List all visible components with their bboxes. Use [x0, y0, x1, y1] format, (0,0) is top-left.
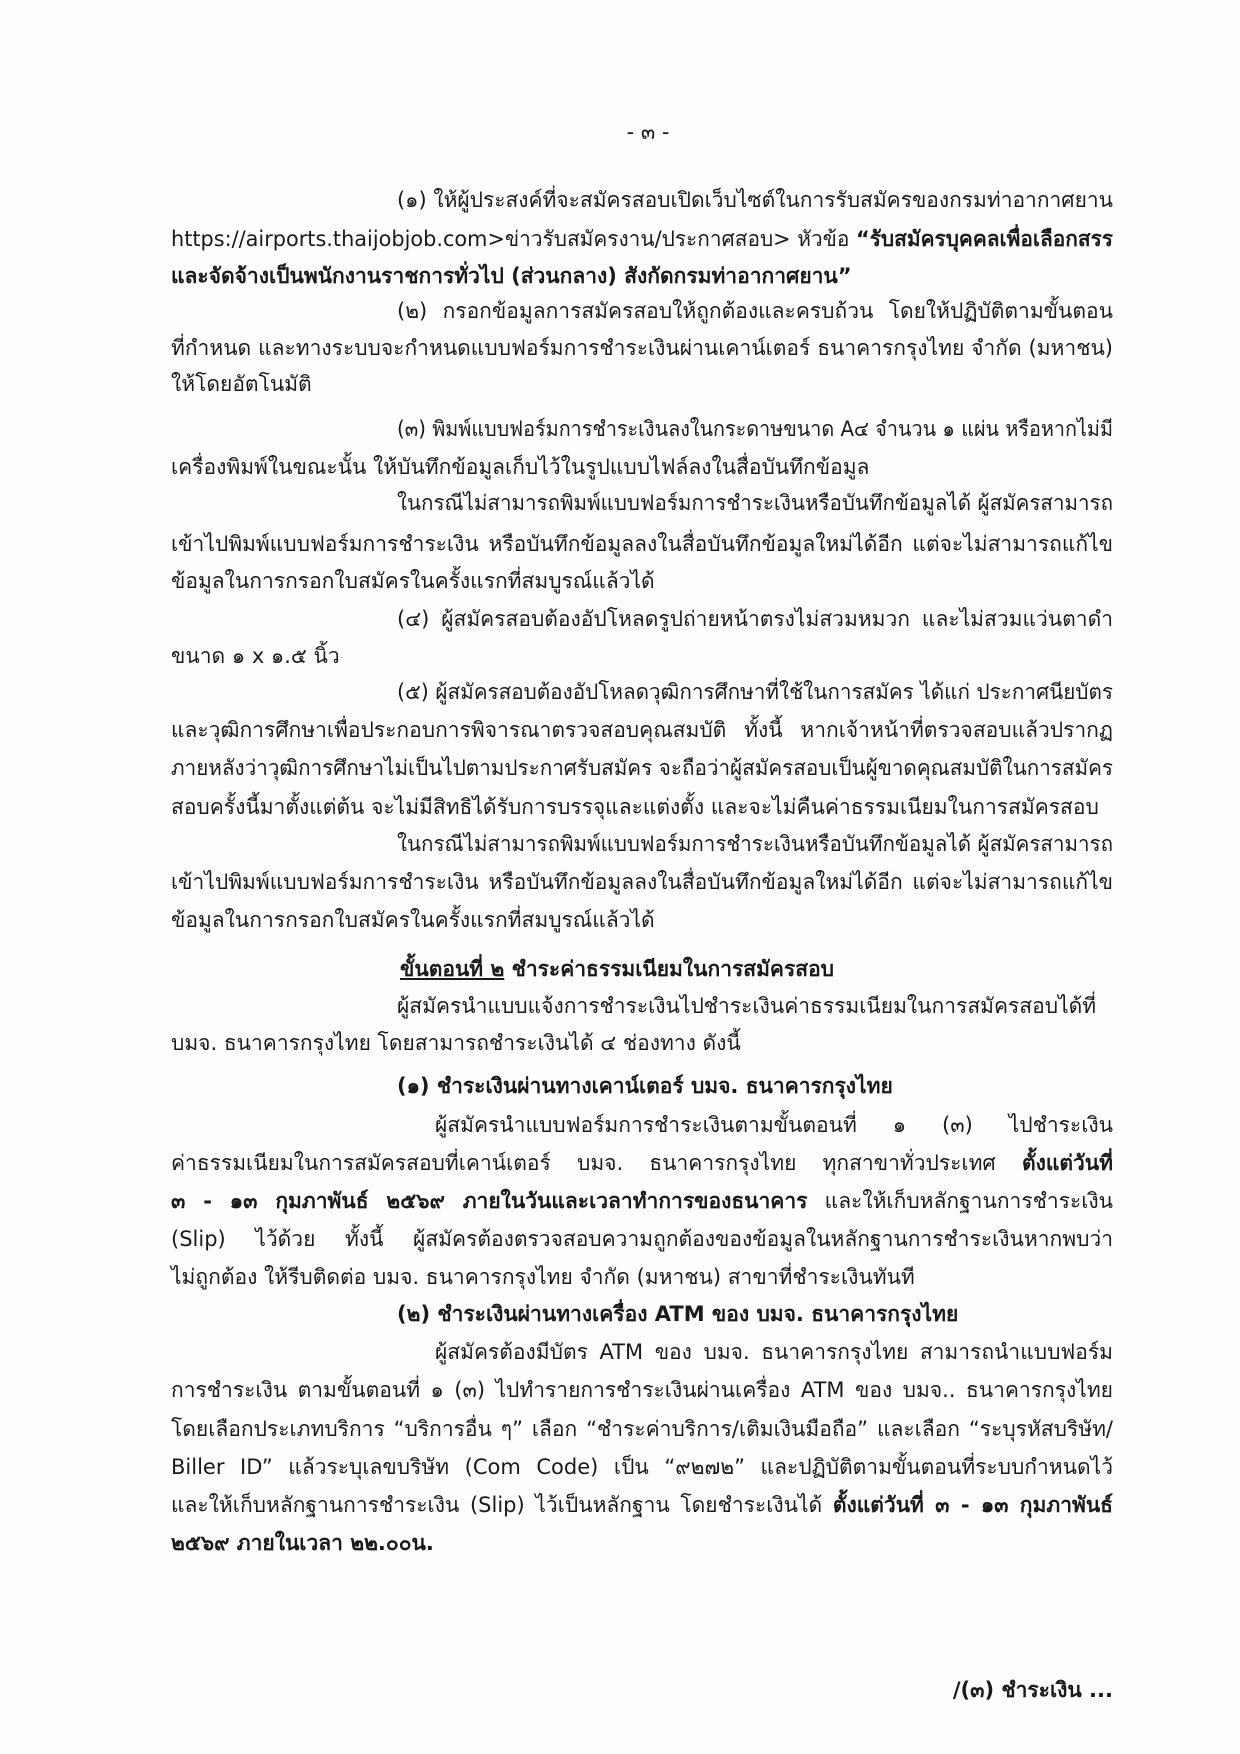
text: สอบครั้งนี้มาตั้งแต่ต้น จะไม่มีสิทธิได้รับการบรรจุและแต่งตั้ง และจะไม่คืนค่าธรรมเนียมในการสมัครสอบ [171, 795, 1099, 819]
continuation-footer: /(๓) ชำระเงิน ... [952, 1678, 1113, 1702]
item-5-line [171, 750, 1113, 786]
note-line [171, 902, 1113, 938]
note-line [397, 485, 1113, 521]
text: ข้อมูลในการกรอกใบสมัครในครั้งแรกที่สมบูรณ์แล้วได้ [171, 569, 655, 593]
text: (๒) ชำระเงินผ่านทางเครื่อง ATM ของ บมจ. ธนาคารกรุงไทย [397, 1302, 959, 1326]
text: (๒) กรอกข้อมูลการสมัครสอบให้ถูกต้องและครบถ้วน โดยให้ปฏิบัติตามขั้นตอน [397, 299, 1113, 323]
note-line [397, 826, 1113, 862]
step-title: ชำระค่าธรรมเนียมในการสมัครสอบ [504, 957, 834, 981]
item-5-line [397, 674, 1113, 710]
text: เข้าไปพิมพ์แบบฟอร์มการชำระเงิน หรือบันทึกข้อมูลลงในสื่อบันทึกข้อมูลใหม่ได้อีก แต่จะไม่สามารถแก้ไข [171, 870, 1113, 894]
item-2-line [171, 330, 1113, 366]
channel-1-heading [397, 1068, 893, 1104]
channel-2-line [171, 1411, 1113, 1447]
website-url-text: https://airports.thaijobjob.com>ข่าวรับสมัครงาน/ประกาศสอบ> หัวข้อ [171, 227, 857, 251]
text: ในกรณีไม่สามารถพิมพ์แบบฟอร์มการชำระเงินหรือบันทึกข้อมูลได้ ผู้สมัครสามารถ [397, 491, 1113, 515]
date-text: ตั้งแต่วันที่ ๓ - ๑๓ กุมภาพันธ์ [832, 1493, 1113, 1517]
channel-2-line [171, 1449, 1113, 1485]
text: โดยเลือกประเภทบริการ “บริการอื่น ๆ” เลือก “ชำระค่าบริการ/เติมเงินมือถือ” และเลือก “ระบุรหัสบริษัท/ [171, 1417, 1113, 1441]
text: ภายหลังว่าวุฒิการศึกษาไม่เป็นไปตามประกาศรับสมัคร จะถือว่าผู้สมัครสอบเป็นผู้ขาดคุณสมบัติในการสมัคร [171, 756, 1113, 780]
text: ขนาด ๑ x ๑.๕ นิ้ว [171, 644, 340, 668]
item-1-line [171, 258, 1113, 294]
item-1-line [171, 221, 1113, 257]
note-line [171, 526, 1113, 562]
item-3-line [171, 449, 1113, 485]
text: (๔) ผู้สมัครสอบต้องอัปโหลดรูปถ่ายหน้าตรงไม่สวมหมวก และไม่สวมแว่นตาดำ [397, 607, 1113, 631]
text: Biller ID” แล้วระบุเลขบริษัท (Com Code) เป็น “๙๒๗๒” และปฏิบัติตามขั้นตอนที่ระบบกำหนดไว้ [171, 1455, 1113, 1479]
channel-2-line [171, 1525, 1113, 1561]
text: ให้โดยอัตโนมัติ [171, 372, 312, 396]
text: ข้อมูลในการกรอกใบสมัครในครั้งแรกที่สมบูรณ์แล้วได้ [171, 908, 655, 932]
text: และให้เก็บหลักฐานการชำระเงิน [807, 1189, 1113, 1213]
channel-1-line [435, 1107, 1113, 1143]
date-text: ตั้งแต่วันที่ [1021, 1151, 1113, 1175]
text: การชำระเงิน ตามขั้นตอนที่ ๑ (๓) ไปทำรายการชำระเงินผ่านเครื่อง ATM ของ บมจ.. ธนาคารกรุงไทย [171, 1378, 1113, 1402]
channel-2-line [171, 1487, 1113, 1523]
step-label: ขั้นตอนที่ ๒ [400, 957, 505, 981]
text: เข้าไปพิมพ์แบบฟอร์มการชำระเงิน หรือบันทึกข้อมูลลงในสื่อบันทึกข้อมูลใหม่ได้อีก แต่จะไม่สามารถแก้ไข [171, 532, 1113, 556]
date-text: ๓ - ๑๓ กุมภาพันธ์ ๒๕๖๙ ภายในวันและเวลาทำการของธนาคาร [171, 1189, 808, 1213]
date-text: ๒๕๖๙ ภายในเวลา ๒๒.๐๐น. [171, 1531, 434, 1555]
text: ที่กำหนด และทางระบบจะกำหนดแบบฟอร์มการชำระเงินผ่านเคาน์เตอร์ ธนาคารกรุงไทย จำกัด (มหาชน) [171, 336, 1113, 360]
channel-1-line [171, 1259, 1113, 1295]
text: บมจ. ธนาคารกรุงไทย โดยสามารถชำระเงินได้ ๔ ช่องทาง ดังนี้ [171, 1031, 741, 1055]
text: (๓) พิมพ์แบบฟอร์มการชำระเงินลงในกระดาษขนาด A๔ จำนวน ๑ แผ่น หรือหากไม่มี [397, 417, 1113, 441]
step-2-line [171, 1025, 1113, 1061]
item-5-line [171, 712, 1113, 748]
text: (๑) ชำระเงินผ่านทางเคาน์เตอร์ บมจ. ธนาคารกรุงไทย [397, 1074, 893, 1098]
text: ผู้สมัครนำแบบฟอร์มการชำระเงินตามขั้นตอนที่ ๑ (๓) ไปชำระเงิน [435, 1113, 1113, 1137]
text: และวุฒิการศึกษาเพื่อประกอบการพิจารณาตรวจสอบคุณสมบัติ ทั้งนี้ หากเจ้าหน้าที่ตรวจสอบแล้วปรากฏ [171, 718, 1113, 742]
channel-2-line [171, 1372, 1113, 1408]
channel-2-heading [397, 1296, 958, 1332]
item-5-line [171, 789, 1113, 825]
note-line [171, 563, 1113, 599]
step-2-line [397, 988, 1113, 1024]
text: ค่าธรรมเนียมในการสมัครสอบที่เคาน์เตอร์ บมจ. ธนาคารกรุงไทย ทุกสาขาทั่วประเทศ [171, 1151, 1022, 1175]
step-2-heading [400, 951, 834, 987]
text: (Slip) ไว้ด้วย ทั้งนี้ ผู้สมัครต้องตรวจสอบความถูกต้องของข้อมูลในหลักฐานการชำระเงินหากพบว่า [171, 1227, 1113, 1251]
text: ไม่ถูกต้อง ให้รีบติดต่อ บมจ. ธนาคารกรุงไทย จำกัด (มหาชน) สาขาที่ชำระเงินทันที [171, 1265, 915, 1289]
channel-1-line [171, 1183, 1113, 1219]
item-2-line [171, 366, 1113, 402]
channel-1-line [171, 1145, 1113, 1181]
item-4-line [171, 638, 1113, 674]
note-line [171, 864, 1113, 900]
text: เครื่องพิมพ์ในขณะนั้น ให้บันทึกข้อมูลเก็บไว้ในรูปแบบไฟล์ลงในสื่อบันทึกข้อมูล [171, 455, 870, 479]
topic-title: และจัดจ้างเป็นพนักงานราชการทั่วไป (ส่วนกลาง) สังกัดกรมท่าอากาศยาน” [171, 264, 852, 288]
text: ผู้สมัครนำแบบแจ้งการชำระเงินไปชำระเงินค่าธรรมเนียมในการสมัครสอบได้ที่ [397, 994, 1097, 1018]
topic-title: “รับสมัครบุคคลเพื่อเลือกสรร [856, 227, 1113, 251]
text: (๑) ให้ผู้ประสงค์ที่จะสมัครสอบเปิดเว็บไซต์ในการรับสมัครของกรมท่าอากาศยาน [397, 188, 1113, 212]
channel-2-line [435, 1334, 1113, 1370]
text: และให้เก็บหลักฐานการชำระเงิน (Slip) ไว้เป็นหลักฐาน โดยชำระเงินได้ [171, 1493, 833, 1517]
item-1-line [397, 182, 1113, 218]
text: ผู้สมัครต้องมีบัตร ATM ของ บมจ. ธนาคารกรุงไทย สามารถนำแบบฟอร์ม [435, 1340, 1113, 1364]
item-4-line [397, 601, 1113, 637]
item-3-line [397, 411, 1113, 447]
text: ในกรณีไม่สามารถพิมพ์แบบฟอร์มการชำระเงินหรือบันทึกข้อมูลได้ ผู้สมัครสามารถ [397, 832, 1113, 856]
page-number: - ๓ - [626, 120, 670, 144]
channel-1-line [171, 1221, 1113, 1257]
item-2-line [397, 293, 1113, 329]
text: (๕) ผู้สมัครสอบต้องอัปโหลดวุฒิการศึกษาที่ใช้ในการสมัคร ได้แก่ ประกาศนียบัตร [397, 680, 1113, 704]
